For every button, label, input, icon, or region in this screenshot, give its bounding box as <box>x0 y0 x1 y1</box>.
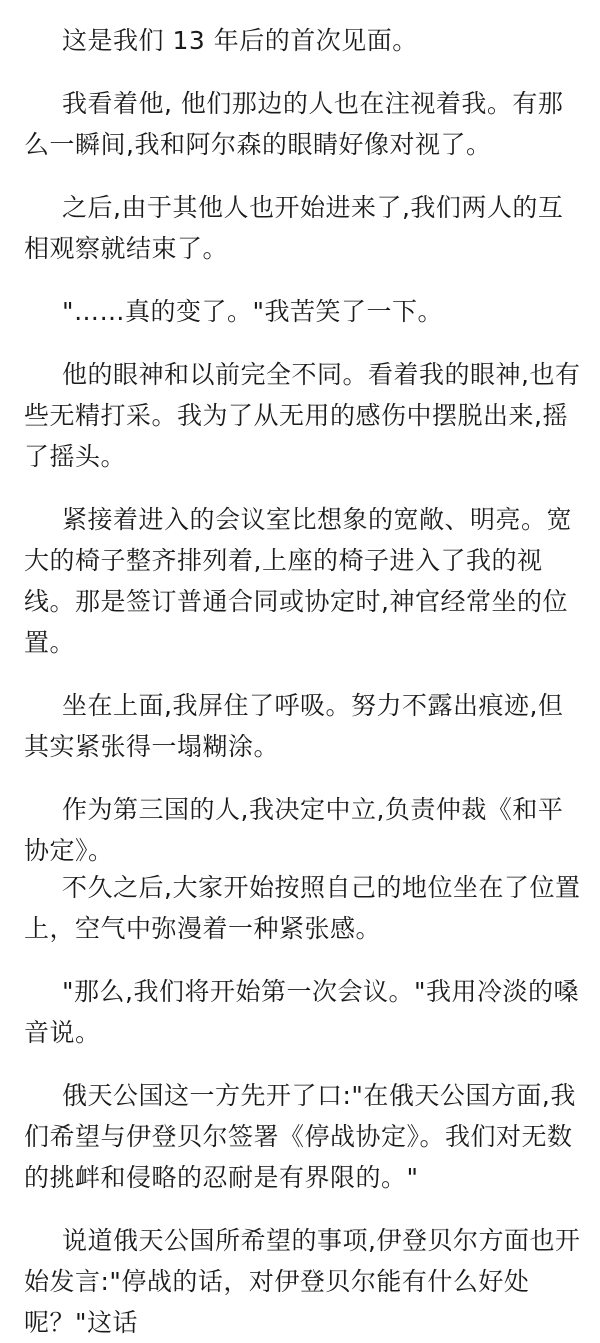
paragraph: 我看着他, 他们那边的人也在注视着我。有那么一瞬间,我和阿尔森的眼睛好像对视了。 <box>24 89 564 159</box>
paragraph: 说道俄天公国所希望的事项,伊登贝尔方面也开始发言:"停战的话，对伊登贝尔能有什么好处呢？"这话 <box>24 1226 581 1337</box>
paragraph: "……真的变了。"我苦笑了一下。 <box>62 297 443 326</box>
paragraph: 紧接着进入的会议室比想象的宽敞、明亮。宽大的椅子整齐排列着,上座的椅子进入了我的视线。那是签订普通合同或协定时,神官经常坐的位置。 <box>24 505 573 657</box>
paragraph: 不久之后,大家开始按照自己的地位坐在了位置上，空气中弥漫着一种紧张感。 <box>24 873 581 943</box>
paragraph: 他的眼神和以前完全不同。看着我的眼神,也有些无精打采。我为了从无用的感伤中摆脱出来,摇了摇头。 <box>24 360 581 471</box>
paragraph: 坐在上面,我屏住了呼吸。努力不露出痕迹,但其实紧张得一塌糊涂。 <box>24 691 564 761</box>
paragraph: "那么,我们将开始第一次会议。"我用冷淡的嗓音说。 <box>24 977 579 1047</box>
paragraph: 这是我们 13 年后的首次见面。 <box>62 26 418 55</box>
paragraph: 之后,由于其他人也开始进来了,我们两人的互相观察就结束了。 <box>24 193 564 263</box>
paragraph: 作为第三国的人,我决定中立,负责仲裁《和平协定》。 <box>24 795 564 865</box>
paragraph: 俄天公国这一方先开了口:"在俄天公国方面,我们希望与伊登贝尔签署《停战协定》。我们对无数的挑衅和侵略的忍耐是有界限的。" <box>24 1081 576 1192</box>
